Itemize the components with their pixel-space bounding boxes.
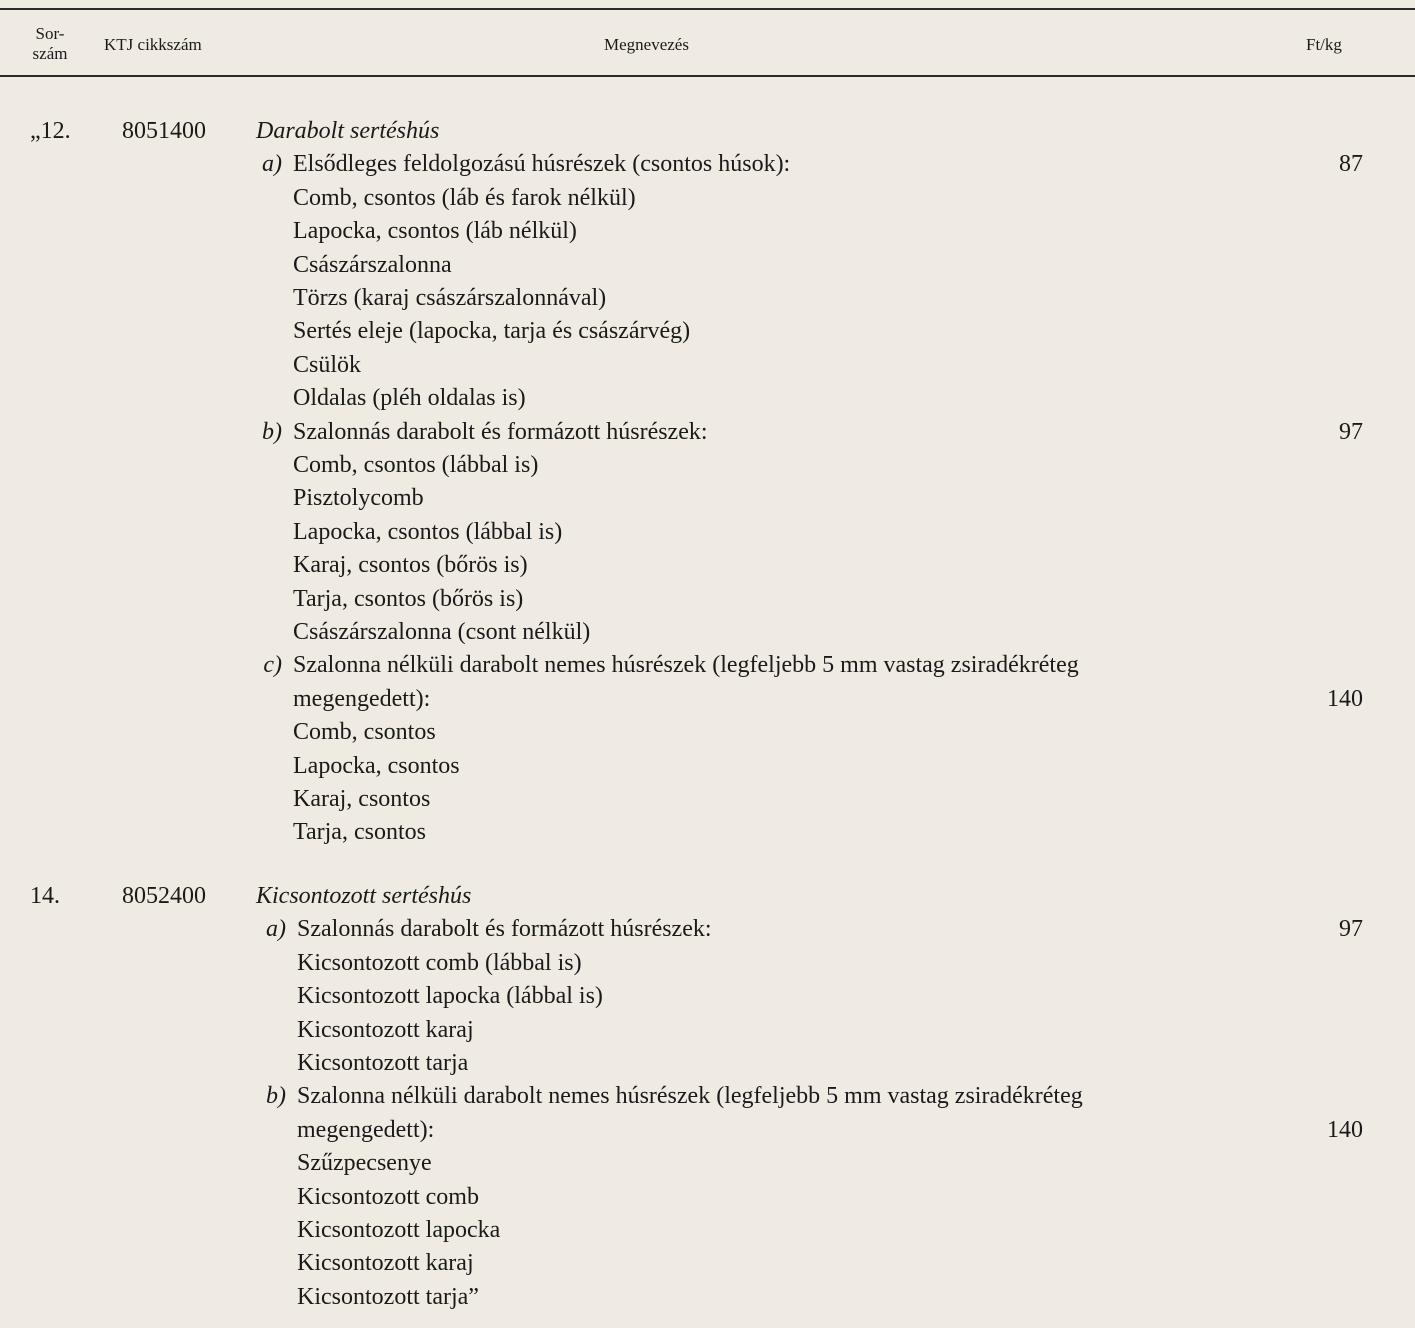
subgroup-text-continued: megengedett): — [293, 685, 431, 712]
table-row — [0, 1114, 1415, 1147]
table-row — [0, 1247, 1415, 1280]
subgroup-text: Szalonnás darabolt és formázott húsrészek: — [293, 418, 708, 445]
cut-item: Oldalas (pléh oldalas is) — [293, 385, 526, 412]
cut-item: Lapocka, csontos (lábbal is) — [293, 518, 563, 545]
header-rule — [0, 75, 1415, 77]
cut-item: Kicsontozott lapocka (lábbal is) — [297, 983, 603, 1010]
cut-item: Comb, csontos — [293, 719, 436, 746]
table-row — [0, 1014, 1415, 1047]
table-row — [0, 1214, 1415, 1247]
table-row — [0, 1147, 1415, 1180]
item-title: Darabolt sertéshús — [256, 118, 440, 144]
table-row — [0, 148, 1415, 181]
cut-item: Kicsontozott karaj — [297, 1250, 474, 1277]
header-sorszam — [24, 24, 76, 64]
table-row — [0, 683, 1415, 716]
subgroup-letter: a) — [262, 151, 282, 178]
table-row — [0, 349, 1415, 382]
cut-item: Kicsontozott tarja — [297, 1050, 469, 1076]
subgroup-letter: b) — [266, 1083, 286, 1110]
subgroup-text-continued: megengedett): — [297, 1116, 435, 1143]
price-value: 97 — [1339, 916, 1363, 943]
subgroup-text: Elsődleges feldolgozású húsrészek (csontos húsok): — [293, 151, 791, 178]
cut-item: Tarja, csontos (bőrös is) — [293, 585, 524, 612]
table-row — [0, 282, 1415, 315]
cut-item: Kicsontozott comb — [297, 1183, 479, 1210]
cut-item: Karaj, csontos (bőrös is) — [293, 552, 528, 579]
cut-item: Csülök — [293, 351, 362, 378]
table-row — [0, 947, 1415, 980]
cut-item: Lapocka, csontos — [293, 752, 460, 779]
table-row — [0, 716, 1415, 749]
ktj-code: 8052400 — [122, 883, 206, 909]
item-title: Kicsontozott sertéshús — [256, 883, 472, 909]
price-value: 140 — [1327, 1116, 1363, 1143]
table-row — [0, 482, 1415, 515]
table-row — [0, 315, 1415, 348]
subgroup-text: Szalonnás darabolt és formázott húsrészek: — [297, 916, 712, 943]
header-sorszam-line1: Sor- — [35, 24, 65, 43]
subgroup-letter: c) — [263, 652, 282, 679]
table-row — [0, 1080, 1415, 1113]
price-value: 87 — [1339, 151, 1363, 178]
cut-item: Lapocka, csontos (láb nélkül) — [293, 218, 577, 245]
subgroup-text: Szalonna nélküli darabolt nemes húsrészek (legfeljebb 5 mm vastag zsiradékréteg — [297, 1083, 1083, 1110]
table-row — [0, 913, 1415, 946]
table-row — [0, 416, 1415, 449]
header-ktj: KTJ cikkszám — [104, 35, 202, 54]
table-row — [0, 449, 1415, 482]
price-value: 140 — [1327, 685, 1363, 712]
cut-item: Tarja, csontos — [293, 819, 426, 846]
header-ftkg: Ft/kg — [1306, 35, 1342, 54]
cut-item: Karaj, csontos — [293, 786, 431, 812]
ktj-code: 8051400 — [122, 118, 206, 144]
subgroup-letter: a) — [266, 916, 286, 943]
table-row — [0, 115, 1415, 148]
subgroup-letter: b) — [262, 418, 282, 445]
table-row — [0, 816, 1415, 849]
header-megnevezes: Megnevezés — [604, 35, 689, 54]
table-row — [0, 649, 1415, 682]
cut-item: Kicsontozott lapocka — [297, 1217, 501, 1243]
header-sorszam-line2: szám — [32, 44, 68, 63]
table-row — [0, 1281, 1415, 1314]
table-row — [0, 516, 1415, 549]
cut-item: Pisztolycomb — [293, 485, 424, 512]
top-rule — [0, 8, 1415, 10]
table-row — [0, 880, 1415, 913]
subgroup-text: Szalonna nélküli darabolt nemes húsrészek (legfeljebb 5 mm vastag zsiradékréteg — [293, 652, 1079, 679]
cut-item: Comb, csontos (lábbal is) — [293, 452, 539, 478]
table-row — [0, 783, 1415, 816]
cut-item: Comb, csontos (láb és farok nélkül) — [293, 184, 636, 211]
table-row — [0, 583, 1415, 616]
table-row — [0, 1047, 1415, 1080]
table-row — [0, 382, 1415, 415]
cut-item: Törzs (karaj császárszalonnával) — [293, 285, 607, 311]
cut-item: Kicsontozott tarja” — [297, 1283, 479, 1310]
cut-item: Sertés eleje (lapocka, tarja és császárvég) — [293, 318, 691, 345]
cut-item: Kicsontozott comb (lábbal is) — [297, 949, 582, 976]
table-row — [0, 616, 1415, 649]
table-row — [0, 215, 1415, 248]
table-row — [0, 750, 1415, 783]
item-number: „12. — [30, 118, 71, 144]
table-row — [0, 549, 1415, 582]
item-number: 14. — [30, 883, 60, 909]
table-row — [0, 1181, 1415, 1214]
table-row — [0, 980, 1415, 1013]
cut-item: Császárszalonna (csont nélkül) — [293, 619, 591, 645]
cut-item: Kicsontozott karaj — [297, 1016, 474, 1043]
cut-item: Császárszalonna — [293, 251, 452, 278]
table-row — [0, 182, 1415, 215]
table-row — [0, 249, 1415, 282]
cut-item: Szűzpecsenye — [297, 1150, 432, 1177]
price-value: 97 — [1339, 418, 1363, 445]
